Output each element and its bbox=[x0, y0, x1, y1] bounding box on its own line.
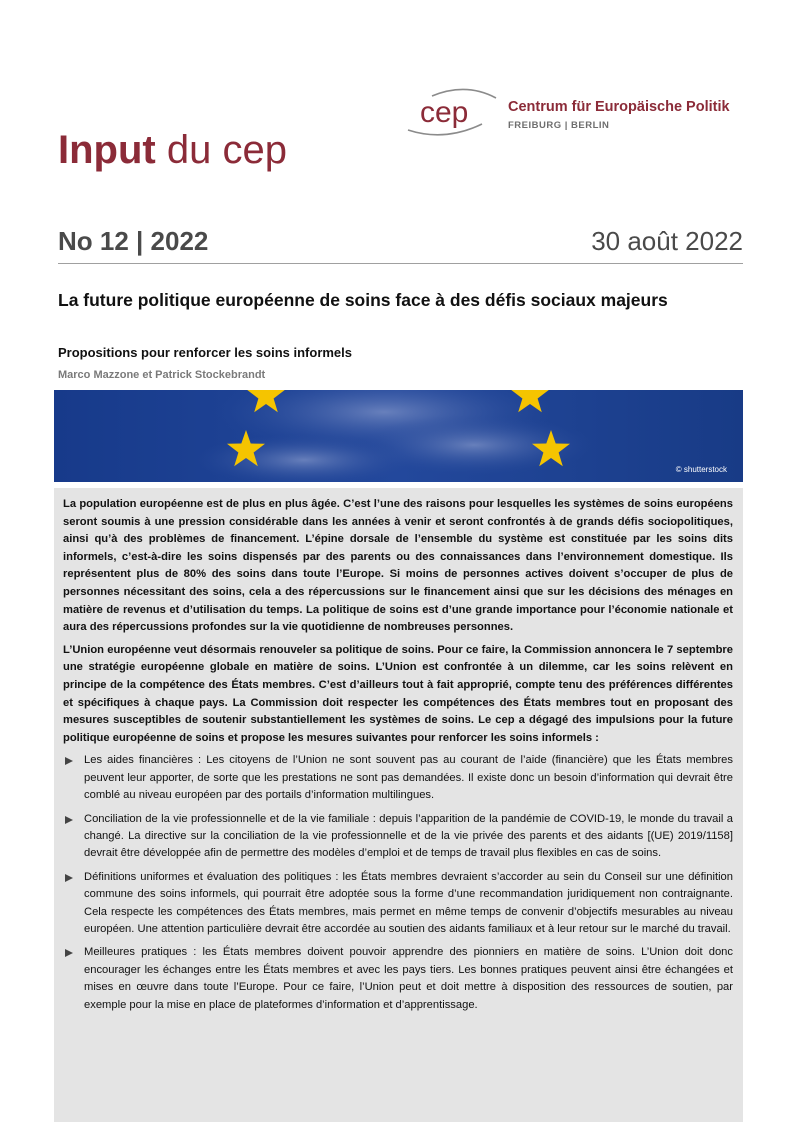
eu-flag-image bbox=[54, 390, 743, 482]
bullet-arrow-icon bbox=[65, 816, 73, 824]
series-title-rest: du cep bbox=[155, 128, 287, 172]
logo-text: cep bbox=[420, 96, 469, 129]
list-item bbox=[63, 869, 733, 939]
summary-paragraph: La population européenne est de plus en plus âgée. C’est l’une des raisons pour lesquelles les systèmes de soins européens seront soumis à une pression considérable dans les années à venir et seront confrontés à de grands défis sociopolitiques, ainsi qu’à des problèmes de financement. L’épine dorsale de l’ensemble du système est constituée par les soins dits informels, c’est-à-dire les soins dispensés par des parents ou des connaissances dans l’environnement domestique. Ils représentent plus de 80% des soins dans toute l’Europe. Si moins de personnes actives doivent s’occuper de plus de personnes nécessitant des soins, cela a des répercussions sur le financement ainsi que sur les décisions des ménages en matière de revenus et d’utilisation du temps. La politique de soins est d’une grande importance pour l’économie nationale et aura des répercussions profondes sur la vie quotidienne de nombreuses personnes. bbox=[63, 498, 733, 634]
summary-paragraph: L’Union européenne veut désormais renouveler sa politique de soins. Pour ce faire, la Commission annoncera le 7 septembre une stratégie européenne globale en matière de soins. L’Union est confrontée à un dilemme, car les soins relèvent en principe de la compétence des États membres. C’est d’ailleurs tout à fait approprié, compte tenu des préférences différentes et spécifiques à chaque pays. La Commission doit respecter les compétences des États membres tout en proposant des mesures susceptibles de soutenir substantiellement les systèmes de soins. Le cep a dégagé des impulsions pour la future politique européenne de soins et propose les mesures suivantes pour renforcer les soins informels : bbox=[63, 643, 733, 744]
series-title-bold: Input bbox=[58, 128, 156, 172]
list-item-text: Définitions uniformes et évaluation des politiques : les États membres devraient s’accorder au sein du Conseil sur une définition commune des soins informels, qui pourrait être adoptée sous la forme d’une recommandation juridiquement non contraignante. Cela respecte les compétences des États membres, mais permet en même temps de convenir d’objectifs mesurables au niveau européen. Une attention particulière devrait être accordée au soutien des aidants familiaux et à leur retour sur le marché du travail. bbox=[84, 870, 733, 935]
list-item bbox=[63, 944, 733, 1014]
list-item bbox=[63, 811, 733, 863]
document-subtitle: Propositions pour renforcer les soins informels bbox=[58, 345, 353, 360]
org-name: Centrum für Europäische Politik bbox=[508, 99, 730, 115]
proposal-list bbox=[63, 752, 733, 1014]
issue-number: No 12 | 2022 bbox=[58, 226, 209, 256]
eu-flag-graphic bbox=[54, 390, 743, 482]
document-title: La future politique européenne de soins face à des défis sociaux majeurs bbox=[58, 290, 668, 310]
cep-logo-mark bbox=[400, 84, 500, 142]
bullet-arrow-icon bbox=[65, 757, 73, 765]
issue-row bbox=[58, 224, 743, 264]
bullet-arrow-icon bbox=[65, 949, 73, 957]
list-item-text: Les aides financières : Les citoyens de l’Union ne sont souvent pas au courant de l’aide (financière) que les États membres peuvent leur apporter, de sorte que les prestations ne sont pas demandées. Il existe donc un besoin d’information qui devrait être comblé au niveau européen par des portails d’information multilingues. bbox=[84, 754, 733, 802]
bullet-arrow-icon bbox=[65, 874, 73, 882]
cep-logo bbox=[400, 84, 760, 144]
list-item-text: Meilleures pratiques : les États membres doivent pouvoir apprendre des pionniers en matière de soins. L’Union doit donc encourager les échanges entre les États membres et avec les pays tiers. Les bonnes pratiques peuvent ainsi être échangées et mises en œuvre dans toute l’Europe. Pour ce faire, l’Union peut et doit mettre à disposition des ressources de soutien, par exemple pour la mise en place de plateformes d’information et d’apprentissage. bbox=[84, 946, 733, 1011]
issue-date: 30 août 2022 bbox=[591, 226, 743, 256]
list-item bbox=[63, 752, 733, 804]
image-credit: © shutterstock bbox=[675, 465, 727, 474]
list-item-text: Conciliation de la vie professionnelle et de la vie familiale : depuis l’apparition de la pandémie de COVID-19, le monde du travail a changé. La directive sur la conciliation de la vie professionnelle et de la vie privée des parents et des aidants [(UE) 2019/1158] devrait être développée afin de permettre des modèles d’emploi et de temps de travail plus flexibles en cas de soins. bbox=[84, 812, 733, 860]
authors: Marco Mazzone et Patrick Stockebrandt bbox=[58, 369, 266, 381]
summary-box bbox=[54, 488, 743, 1122]
org-locations: FREIBURG | BERLIN bbox=[508, 120, 610, 131]
series-title bbox=[58, 128, 287, 173]
